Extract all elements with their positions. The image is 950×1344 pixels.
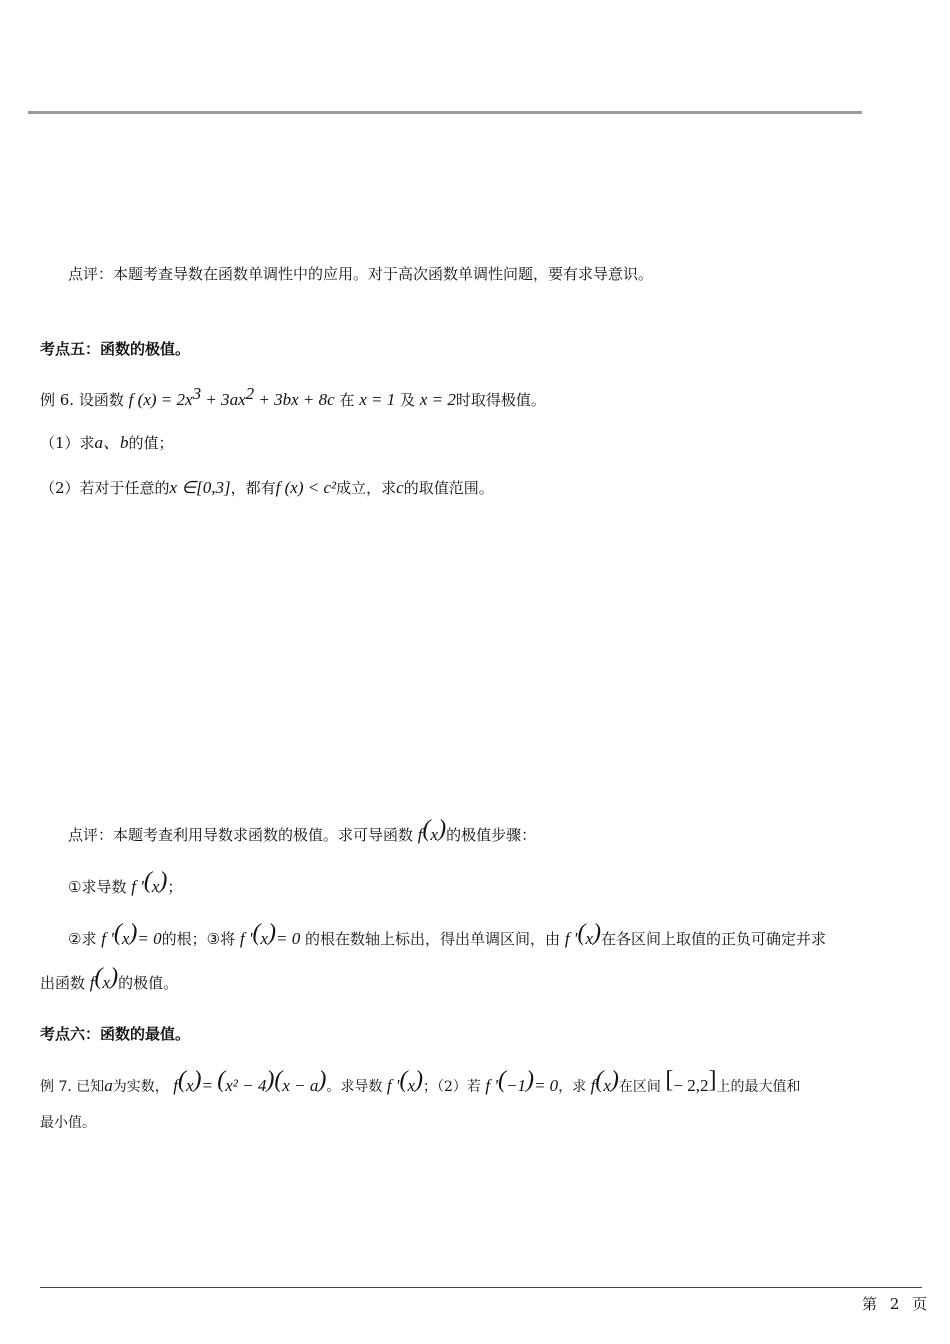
section-heading-5: 考点五：函数的极值。 xyxy=(40,340,191,358)
text: （2）若对于任意的 xyxy=(40,479,170,497)
example-label: 例 7. xyxy=(40,1079,72,1095)
example-label: 例 6. xyxy=(40,391,75,409)
step-2-cont xyxy=(40,964,179,994)
text: ①求导数 xyxy=(68,878,127,896)
text: ，求 xyxy=(558,1079,587,1095)
text: ；（2）若 xyxy=(422,1079,481,1095)
math-f: f xyxy=(173,1076,178,1095)
math-eq: = xyxy=(201,1076,213,1095)
text: ； xyxy=(167,878,183,896)
math-fprime: f ' xyxy=(485,1076,498,1095)
text: 。求导数 xyxy=(326,1079,383,1095)
math-f: f xyxy=(590,1076,596,1095)
math-factor-1: x² − 4 xyxy=(225,1076,267,1095)
math-fprime: f ' xyxy=(239,929,253,948)
section-heading-6: 考点六：函数的最值。 xyxy=(40,1025,191,1043)
text: 已知 xyxy=(76,1079,105,1095)
text: 出函数 xyxy=(40,974,86,992)
math-x: x xyxy=(121,929,130,948)
math-c: c xyxy=(396,478,404,497)
example-6-question-1 xyxy=(40,432,174,454)
math-f: f xyxy=(417,825,423,844)
math-domain: x ∈[0,3] xyxy=(169,478,231,497)
text: 上的最大值和 xyxy=(716,1079,801,1095)
text: 的取值范围。 xyxy=(403,479,494,497)
comment-paragraph-1: 点评：本题考查导数在函数单调性中的应用。对于高次函数单调性问题，要有求导意识。 xyxy=(68,265,654,283)
example-7-statement xyxy=(40,1067,801,1098)
footer-rule xyxy=(40,1287,922,1288)
text: 时取得极值。 xyxy=(455,391,546,409)
math-minus-one: −1 xyxy=(505,1076,526,1095)
text: 的极值。 xyxy=(118,974,179,992)
comment-paragraph-2 xyxy=(68,816,537,846)
math-a: a xyxy=(104,1076,113,1095)
text: 的根在数轴上标出，得出单调区间，由 xyxy=(305,930,561,948)
math-eq0: = 0 xyxy=(276,929,301,948)
math-inequality: f (x) < c² xyxy=(275,478,337,497)
math-ab: a、b xyxy=(94,433,129,452)
math-interval: [− 2,2] xyxy=(665,1067,717,1095)
text: 的极值步骤： xyxy=(446,826,537,844)
math-interval-value: − 2,2 xyxy=(673,1076,709,1095)
math-eq0: = 0 xyxy=(137,929,162,948)
text: （1）求 xyxy=(40,434,95,452)
example-6-question-2 xyxy=(40,477,494,499)
text: 在各区间上取值的正负可确定并求 xyxy=(600,930,826,948)
math-fprime: f ' xyxy=(564,929,578,948)
math-derivative-value: f '(−1)= 0 xyxy=(485,1067,559,1095)
text: 的根；③将 xyxy=(161,930,236,948)
math-x1: x = 1 xyxy=(359,390,396,409)
math-x2: x = 2 xyxy=(419,390,456,409)
math-fprime: f ' xyxy=(386,1076,400,1095)
text: 成立，求 xyxy=(336,479,397,497)
math-derivative: f '(x) xyxy=(386,1067,423,1095)
step-2 xyxy=(68,920,826,950)
math-x: x xyxy=(430,825,439,844)
text: 在 xyxy=(339,391,355,409)
math-x: x xyxy=(407,1076,415,1095)
example-6-statement xyxy=(40,384,546,411)
text: ，都有 xyxy=(230,479,276,497)
math-function: f $(x) = 2x^3 + 3ax^2 + 3bx + 8c$ xyxy=(128,384,335,409)
math-fx: f(x) xyxy=(89,964,119,992)
math-derivative-eq: f '(x)= 0 xyxy=(239,920,301,948)
math-x: x xyxy=(260,929,269,948)
math-derivative-eq: f '(x)= 0 xyxy=(101,920,162,948)
page-number: 第 2 页 xyxy=(862,1295,932,1313)
text: ②求 xyxy=(68,930,97,948)
math-eq0: = 0 xyxy=(533,1076,559,1095)
math-x: x xyxy=(185,1076,194,1095)
text: 点评：本题考查利用导数求函数的极值。求可导函数 xyxy=(68,826,414,844)
text: 的值； xyxy=(128,434,174,452)
math-fprime: f ' xyxy=(131,877,144,896)
math-derivative: f '(x) xyxy=(131,868,168,896)
math-x: x xyxy=(151,877,160,896)
math-x: x xyxy=(585,929,593,948)
math-fprime: f ' xyxy=(101,929,114,948)
math-fx: f(x) xyxy=(417,816,447,844)
math-x: x xyxy=(102,973,111,992)
math-x: x xyxy=(603,1076,611,1095)
math-f: f xyxy=(89,973,95,992)
math-function: f(x)= (x² − 4)(x − a) xyxy=(173,1067,327,1095)
header-rule xyxy=(28,111,862,114)
step-1 xyxy=(68,868,183,898)
text: 设函数 xyxy=(78,391,124,409)
text: 及 xyxy=(400,391,416,409)
math-fx: f(x) xyxy=(590,1067,619,1095)
text: 为实数， xyxy=(112,1079,169,1095)
math-factor-2: x − a xyxy=(282,1076,319,1095)
math-derivative: f '(x) xyxy=(564,920,601,948)
text: 在区间 xyxy=(618,1079,661,1095)
example-7-statement-cont: 最小值。 xyxy=(40,1115,96,1131)
